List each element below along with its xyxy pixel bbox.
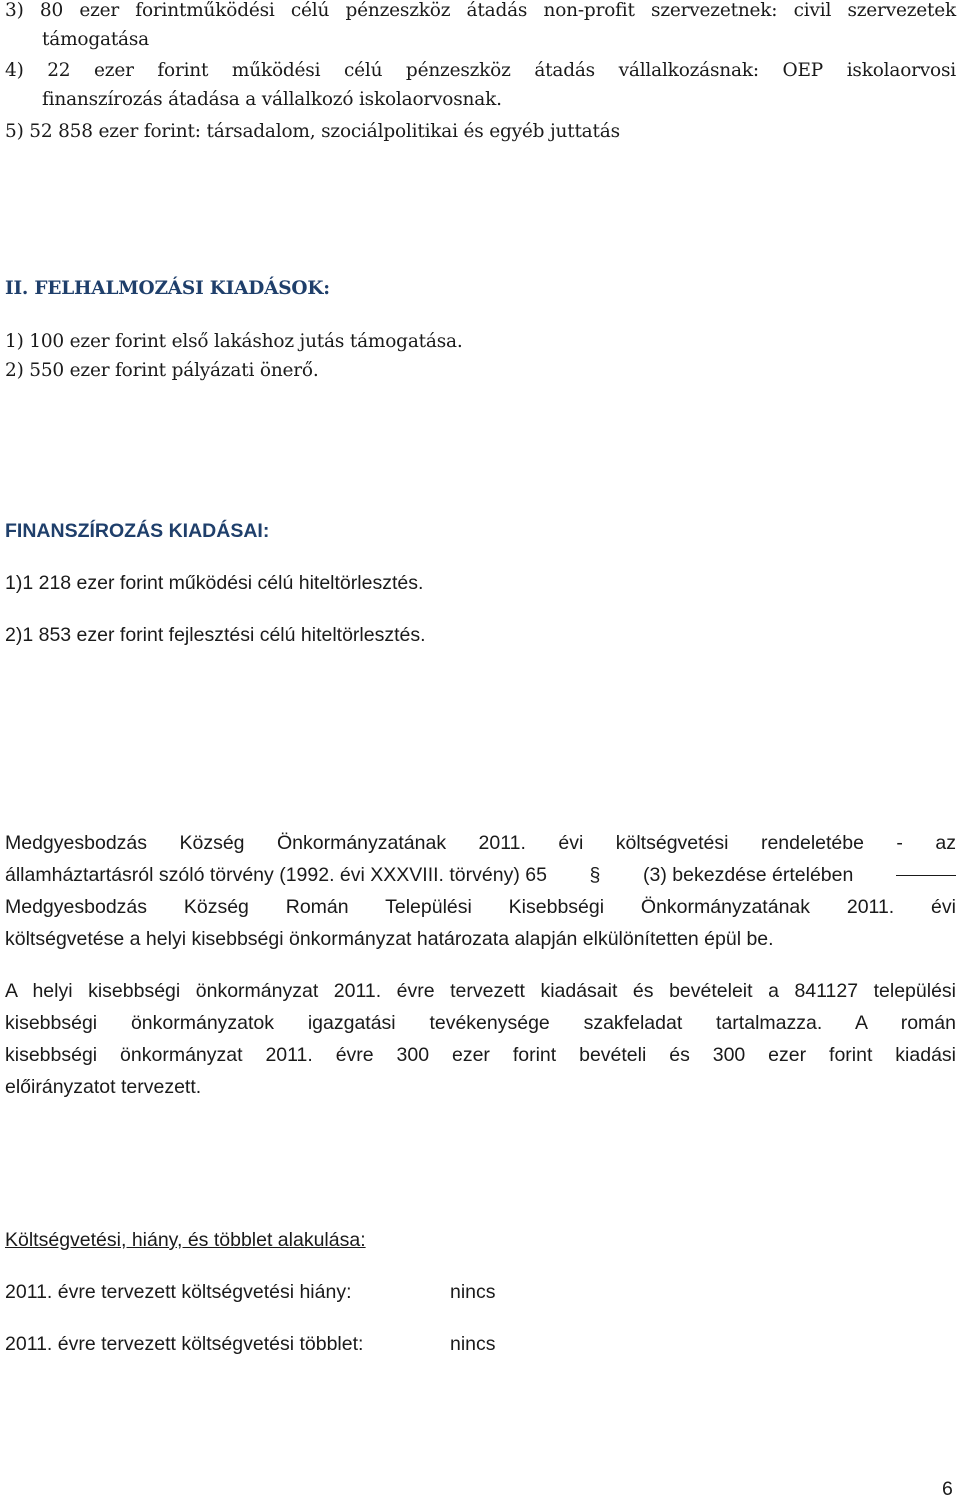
paragraph2-line1: A helyi kisebbségi önkormányzat 2011. évre tervezett kiadásait és bevételeit a 841127 települési: [5, 980, 956, 1002]
support-item-3-line2: támogatása: [42, 29, 150, 50]
dash-line: [896, 875, 956, 877]
paragraph2-line3: kisebbségi önkormányzat 2011. évre 300 ezer forint bevételi és 300 ezer forint kiadási: [5, 1044, 956, 1066]
page-number: 6: [942, 1478, 953, 1500]
financing-item-2: 2)1 853 ezer forint fejlesztési célú hiteltörlesztés.: [5, 624, 426, 646]
support-item-4-line2: finanszírozás átadása a vállalkozó iskolaorvosnak.: [42, 89, 502, 110]
deficit-label: 2011. évre tervezett költségvetési hiány:: [5, 1281, 352, 1303]
capital-section-title: II. FELHALMOZÁSI KIADÁSOK:: [5, 278, 330, 299]
financing-item-1: 1)1 218 ezer forint működési célú hiteltörlesztés.: [5, 572, 424, 594]
paragraph1-line2: [5, 864, 956, 887]
paragraph1-line2-start: államháztartásról szóló törvény (1992. évi XXXVIII. törvény) 65: [5, 864, 547, 886]
surplus-value: nincs: [450, 1333, 496, 1355]
surplus-label: 2011. évre tervezett költségvetési többlet:: [5, 1333, 364, 1355]
financing-section-title: FINANSZÍROZÁS KIADÁSAI:: [5, 520, 270, 542]
paragraph1-line2-end: (3) bekezdése értelében: [643, 864, 854, 886]
support-item-4-line1: 4) 22 ezer forint működési célú pénzeszköz átadás vállalkozásnak: OEP iskolaorvosi: [5, 60, 956, 81]
capital-item-2: 2) 550 ezer forint pályázati önerő.: [5, 360, 319, 381]
paragraph2-line2: kisebbségi önkormányzatok igazgatási tevékenysége szakfeladat tartalmazza. A román: [5, 1012, 956, 1034]
section-symbol: §: [589, 864, 601, 886]
paragraph1-line4: költségvetése a helyi kisebbségi önkormányzat határozata alapján elkülönítetten épül be.: [5, 928, 774, 950]
paragraph1-line1: Medgyesbodzás Község Önkormányzatának 2011. évi költségvetési rendeletébe - az: [5, 832, 956, 854]
support-item-5: 5) 52 858 ezer forint: társadalom, szociálpolitikai és egyéb juttatás: [5, 121, 620, 142]
capital-item-1: 1) 100 ezer forint első lakáshoz jutás támogatása.: [5, 331, 463, 352]
deficit-value: nincs: [450, 1281, 496, 1303]
paragraph2-line4: előirányzatot tervezett.: [5, 1076, 202, 1098]
support-item-3-line1: 3) 80 ezer forintműködési célú pénzeszköz átadás non-profit szervezetnek: civil szervezetek: [5, 0, 956, 21]
balance-section-title: Költségvetési, hiány, és többlet alakulása:: [5, 1229, 366, 1251]
paragraph1-line3: Medgyesbodzás Község Román Települési Kisebbségi Önkormányzatának 2011. évi: [5, 896, 956, 918]
